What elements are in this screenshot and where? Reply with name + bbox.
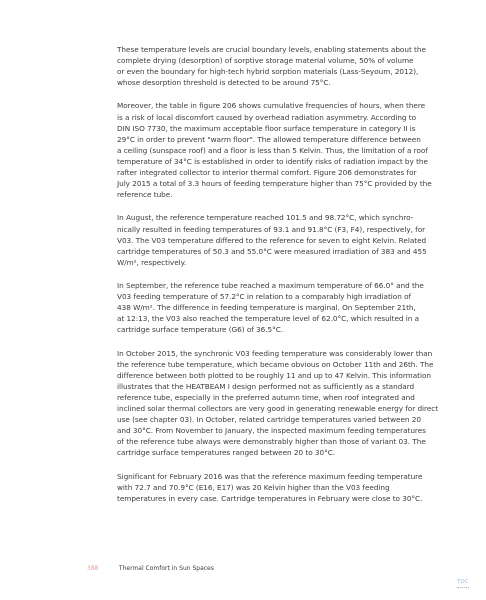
text-line: Significant for February 2016 was that the reference maximum feeding temperature: [117, 471, 423, 481]
text-line: complete drying (desorption) of sorptive storage material volume, 50% of volume: [117, 56, 414, 66]
text-line: DIN ISO 7730, the maximum acceptable floor surface temperature in category II is: [117, 123, 416, 133]
paragraph-august: [117, 212, 445, 267]
text-line: use (see chapter 03). In October, related cartridge temperatures varied between 20: [117, 415, 421, 425]
paragraph-october: [117, 348, 445, 459]
text-line: nically resulted in feeding temperatures of 93.1 and 91.8°C (F3, F4), respectively, for: [117, 224, 426, 234]
text-line: or even the boundary for high-tech hybrid sorption materials (Lass-Seyoum, 2012),: [117, 67, 419, 77]
text-line: inclined solar thermal collectors are very good in generating renewable energy for direct: [117, 404, 439, 413]
text-line: W/m², respectively.: [117, 257, 187, 267]
text-line: July 2015 a total of 3.3 hours of feeding temperature higher than 75°C provided by the: [117, 179, 432, 189]
text-line: of the reference tube always were demonstrably higher than those of variant 03. The: [117, 437, 426, 447]
text-line: a ceiling (sunspace roof) and a floor is less than 5 Kelvin. Thus, the limitation of a roof: [117, 145, 428, 155]
text-line: at 12:13, the V03 also reached the temperature level of 62.0°C, which resulted in a: [117, 314, 420, 324]
running-chapter-title: Thermal Comfort in Sun Spaces: [118, 565, 214, 572]
text-line: whose desorption threshold is detected to be around 75°C.: [117, 78, 331, 88]
toc-link[interactable]: TOC: [457, 579, 469, 588]
text-line: temperatures in every case. Cartridge temperatures in February were close to 30°C.: [117, 493, 423, 503]
page-number: 388: [87, 565, 99, 572]
text-line: V03. The V03 temperature differed to the reference for seven to eight Kelvin. Related: [117, 235, 427, 245]
text-line: V03 feeding temperature of 57.2°C in relation to a comparably high irradiation of: [117, 292, 412, 302]
text-line: rafter integrated collector to interior thermal comfort. Figure 206 demonstrates for: [117, 168, 417, 178]
text-line: with 72.7 and 70.9°C (E16, E17) was 20 Kelvin higher than the V03 feeding: [117, 482, 390, 492]
body-text: [117, 44, 445, 516]
text-line: 438 W/m². The difference in feeding temperature is marginal. On September 21th,: [117, 303, 416, 313]
text-line: In September, the reference tube reached a maximum temperature of 66.0° and the: [117, 280, 424, 290]
text-line: cartridge surface temperature (G6) of 36.5°C.: [117, 325, 284, 335]
text-line: These temperature levels are crucial boundary levels, enabling statements about the: [117, 45, 426, 54]
text-line: Moreover, the table in figure 206 shows cumulative frequencies of hours, when there: [117, 101, 426, 111]
text-line: and 30°C. From November to January, the inspected maximum feeding temperatures: [117, 426, 426, 436]
text-line: is a risk of local discomfort caused by overhead radiation asymmetry. According to: [117, 112, 417, 122]
text-line: difference between both plotted to be roughly 11 and up to 47 Kelvin. This information: [117, 370, 431, 380]
text-line: illustrates that the HEATBEAM I design performed not as sufficiently as a standard: [117, 381, 415, 391]
text-line: 29°C in order to prevent "warm floor". The allowed temperature difference between: [117, 134, 421, 144]
text-line: reference tube, especially in the preferred autumn time, when roof integrated and: [117, 392, 415, 402]
text-line: the reference tube temperature, which became obvious on October 11th and 26th. The: [117, 359, 434, 369]
text-line: reference tube.: [117, 190, 173, 200]
text-line: In October 2015, the synchronic V03 feeding temperature was considerably lower than: [117, 348, 433, 358]
text-line: temperature of 34°C is established in order to identify risks of radiation impact by the: [117, 156, 428, 166]
text-line: In August, the reference temperature reached 101.5 and 98.72°C, which synchro-: [117, 213, 414, 223]
paragraph-boundary-levels: [117, 44, 445, 88]
text-line: cartridge surface temperatures ranged between 20 to 30°C.: [117, 448, 336, 458]
paragraph-february: [117, 471, 445, 504]
text-line: cartridge temperatures of 50.3 and 55.0°C were measured irradiation of 383 and 455: [117, 246, 427, 256]
paragraph-radiation-asymmetry: [117, 100, 445, 200]
page-footer: [87, 565, 214, 573]
paragraph-september: [117, 280, 445, 335]
